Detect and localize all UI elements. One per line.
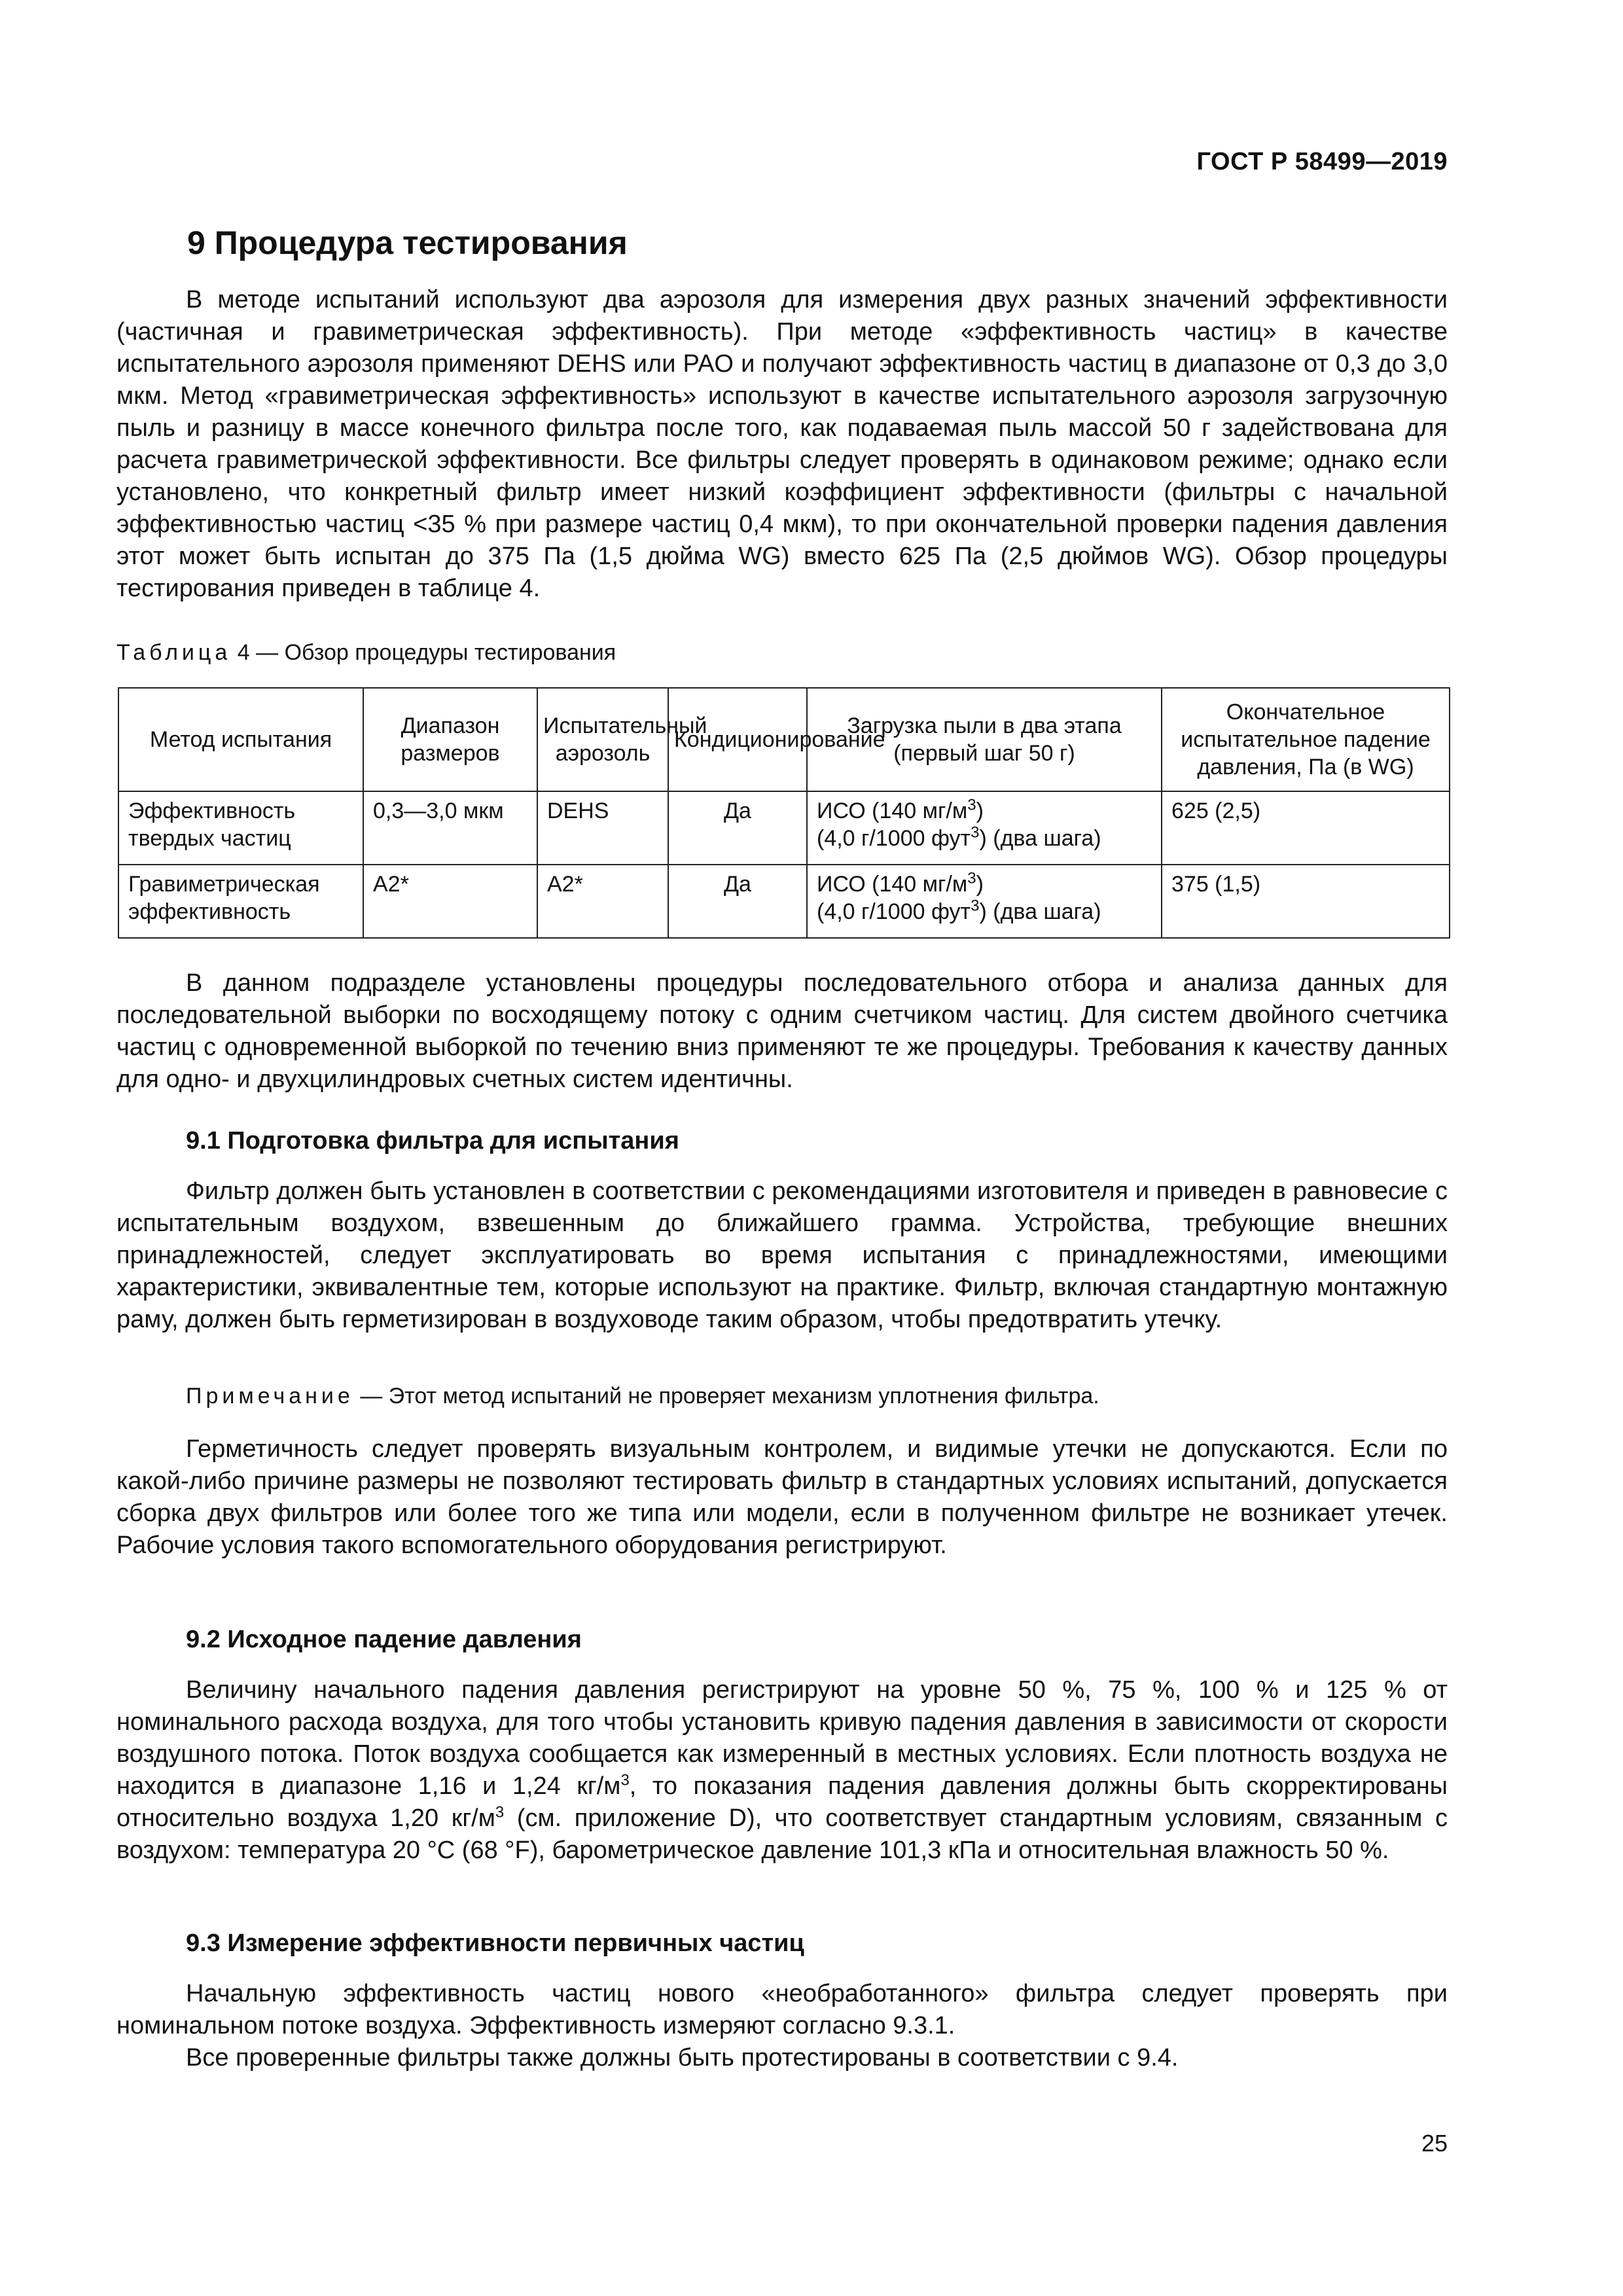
page-number: 25 (1421, 2130, 1448, 2157)
load-text: ) (два шага) (979, 826, 1101, 851)
after-table-paragraph: В данном подразделе установлены процедуры последовательного отбора и анализа данных для последовательной выборки по восходящему потоку с одним счетчиком частиц. Для систем двойного счетчика частиц с одновременной выборкой по течению вниз применяют те же процедуры. Требования к качеству данных для одно- и двухцилиндровых счетных систем идентичны. (116, 969, 1448, 1093)
load-superscript: 3 (971, 823, 980, 842)
load-text: ИСО (140 мг/м (817, 798, 968, 823)
note-label: Примечание (186, 1384, 354, 1408)
load-text: ) (976, 872, 984, 897)
cell-conditioning: Да (668, 791, 807, 865)
note-text: — Этот метод испытаний не проверяет механизм уплотнения фильтра. (353, 1384, 1099, 1408)
table-row (118, 791, 1450, 865)
load-text: ) (976, 798, 984, 823)
paragraph-9-2 (116, 1674, 1448, 1867)
load-text: (4,0 г/1000 фут (817, 826, 971, 851)
cell-range: 0,3—3,0 мкм (363, 791, 537, 865)
note (186, 1384, 1099, 1409)
cell-pressure: 625 (2,5) (1162, 791, 1450, 865)
intro-block (116, 284, 1448, 605)
subsection-9-3-title: 9.3 Измерение эффективности первичных частиц (186, 1929, 804, 1957)
document-code: ГОСТ Р 58499—2019 (1196, 148, 1448, 175)
cell-conditioning: Да (668, 865, 807, 938)
load-superscript: 3 (971, 897, 980, 915)
load-text: ИСО (140 мг/м (817, 872, 968, 897)
header-conditioning: Кондиционирование (668, 688, 807, 791)
cell-dust-loading (807, 791, 1162, 865)
header-final-pressure: Окончательное испытательное падение давления, Па (в WG) (1162, 688, 1450, 791)
paragraph-9-2-part: (см. приложение D), что соответствует стандартным условиям, связанным с воздухом: температура 20 °C (68 °F), барометрическое давление 101,3 кПа и относительная влажность 50 %. (116, 1804, 1448, 1864)
header-dust-loading: Загрузка пыли в два этапа (первый шаг 50 г) (807, 688, 1162, 791)
cell-method: Эффективность твердых частиц (118, 791, 363, 865)
load-superscript: 3 (967, 869, 976, 888)
table-caption-label: Таблица (116, 640, 232, 665)
cell-method: Гравиметрическая эффективность (118, 865, 363, 938)
superscript: 3 (495, 1803, 505, 1821)
cell-pressure: 375 (1,5) (1162, 865, 1450, 938)
table-header-row (118, 688, 1450, 791)
superscript: 3 (620, 1771, 630, 1789)
cell-dust-loading (807, 865, 1162, 938)
paragraph-9-2-part: Величину начального падения давления регистрируют на уровне 50 %, 75 %, 100 % и 125 % от номинального расхода воздуха, для того чтобы установить кривую падения давления в зависимости от скорости воздушного потока. Поток воздуха сообщается как измеренный в местных условиях. Если плотность воздуха не находится в диапазоне 1,16 и 1,24 кг/м (116, 1676, 1448, 1800)
test-procedure-table (118, 687, 1450, 939)
cell-aerosol: DEHS (537, 791, 668, 865)
paragraph-9-1-a: Фильтр должен быть установлен в соответствии с рекомендациями изготовителя и приведен в равновесие с испытательным воздухом, взвешенным до ближайшего грамма. Устройства, требующие внешних принадлежностей, следует эксплуатировать во время испытания с принадлежностями, имеющими характеристики, эквивалентные тем, которые используют на практике. Фильтр, включая стандартную монтажную раму, должен быть герметизирован в воздуховоде таким образом, чтобы предотвратить утечку. (116, 1177, 1448, 1333)
load-text: (4,0 г/1000 фут (817, 899, 971, 924)
table-caption-text: 4 — Обзор процедуры тестирования (237, 640, 616, 665)
after-table-block (116, 967, 1448, 1096)
load-text: ) (два шага) (979, 899, 1101, 924)
subsection-9-2-block (116, 1674, 1448, 1867)
paragraph-9-3-b: Все проверенные фильтры также должны быть протестированы в соответствии с 9.4. (186, 2044, 1179, 2072)
section-title: 9 Процедура тестирования (187, 224, 628, 261)
paragraph-9-1-b: Герметичность следует проверять визуальным контролем, и видимые утечки не допускаются. Если по какой-либо причине размеры не позволяют тестировать фильтр в стандартных условиях испытаний, допускается сборка двух фильтров или более того же типа или модели, если в полученном фильтре не возникает утечек. Рабочие условия такого вспомогательного оборудования регистрируют. (116, 1435, 1448, 1559)
subsection-9-3-block (116, 1978, 1448, 2074)
table-row (118, 865, 1450, 938)
subsection-9-2-title: 9.2 Исходное падение давления (186, 1626, 582, 1653)
paragraph-9-2-part: , то показания падения давления должны быть скорректированы относительно воздуха 1,20 кг/м (116, 1772, 1448, 1832)
cell-range: A2* (363, 865, 537, 938)
cell-aerosol: A2* (537, 865, 668, 938)
header-test-aerosol: Испытательный аэрозоль (537, 688, 668, 791)
header-method: Метод испытания (118, 688, 363, 791)
table-caption (116, 640, 616, 666)
intro-paragraph: В методе испытаний используют два аэрозоля для измерения двух разных значений эффективности (частичная и гравиметрическая эффективность). При методе «эффективность частиц» в качестве испытательного аэрозоля применяют DEHS или PAO и получают эффективность частиц в диапазоне от 0,3 до 3,0 мкм. Метод «гравиметрическая эффективность» используют в качестве испытательного аэрозоля загрузочную пыль и разницу в массе конечного фильтра после того, как подаваемая пыль массой 50 г задействована для расчета гравиметрической эффективности. Все фильтры следует проверять в одинаковом режиме; однако если установлено, что конкретный фильтр имеет низкий коэффициент эффективности (фильтры с начальной эффективностью частиц <35 % при размере частиц 0,4 мкм), то при окончательной проверки падения давления этот может быть испытан до 375 Па (1,5 дюйма WG) вместо 625 Па (2,5 дюймов WG). Обзор процедуры тестирования приведен в таблице 4. (116, 286, 1448, 602)
paragraph-9-3-a: Начальную эффективность частиц нового «необработанного» фильтра следует проверять при номинальном потоке воздуха. Эффективность измеряют согласно 9.3.1. (116, 1980, 1448, 2039)
subsection-9-1-block (116, 1175, 1448, 1336)
header-size-range: Диапазон размеров (363, 688, 537, 791)
load-superscript: 3 (967, 796, 976, 814)
subsection-9-1-block-2 (116, 1433, 1448, 1562)
subsection-9-1-title: 9.1 Подготовка фильтра для испытания (186, 1127, 679, 1155)
